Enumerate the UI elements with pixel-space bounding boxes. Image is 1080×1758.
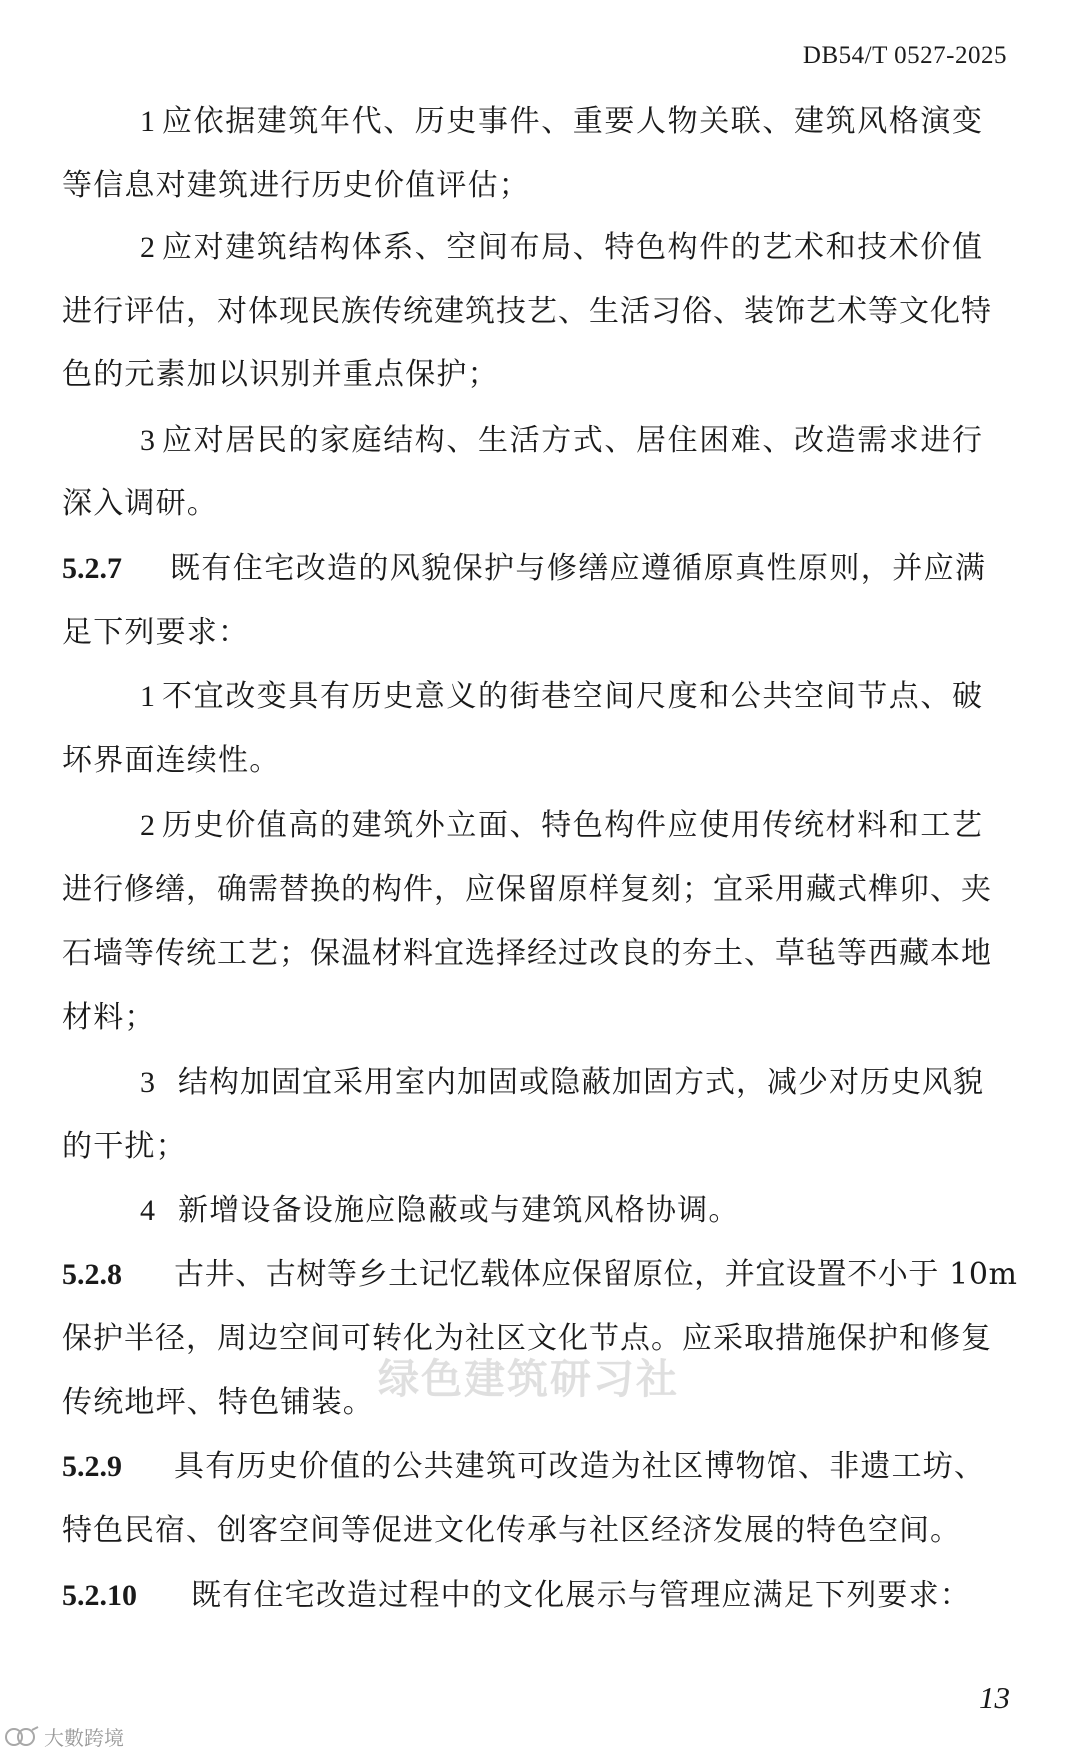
item-number: 4: [140, 1194, 155, 1227]
paragraph-line: 深入调研。: [62, 486, 218, 521]
list-item: [62, 1063, 984, 1103]
paragraph-line: 特色民宿、创客空间等促进文化传承与社区经济发展的特色空间。: [62, 1513, 961, 1548]
item-number: 1: [140, 105, 155, 138]
clause-number: 5.2.8: [62, 1258, 122, 1291]
clause: [62, 1255, 1018, 1295]
item-text: 应对建筑结构体系、空间布局、特色构件的艺术和技术价值: [162, 230, 984, 265]
clause-number: 5.2.10: [62, 1579, 137, 1612]
paragraph-line: 石墙等传统工艺；保温材料宜选择经过改良的夯土、草毡等西藏本地: [62, 936, 992, 971]
list-item: [62, 228, 984, 268]
item-number: 3: [140, 1066, 155, 1099]
footer-logo: [4, 1722, 124, 1751]
paragraph-line: 进行评估，对体现民族传统建筑技艺、生活习俗、装饰艺术等文化特: [62, 294, 992, 329]
list-item: [62, 1191, 740, 1231]
list-item: [62, 421, 984, 461]
item-text: 结构加固宜采用室内加固或隐蔽加固方式，减少对历史风貌: [178, 1065, 984, 1100]
list-item: [62, 677, 984, 717]
logo-icon: [4, 1724, 40, 1750]
paragraph-line: 进行修缮，确需替换的构件，应保留原样复刻；宜采用藏式榫卯、夹: [62, 872, 992, 907]
item-text: 历史价值高的建筑外立面、特色构件应使用传统材料和工艺: [162, 808, 984, 843]
item-text: 应对居民的家庭结构、生活方式、居住困难、改造需求进行: [162, 423, 984, 458]
footer-logo-text: 大數跨境: [44, 1726, 124, 1750]
paragraph-line: 保护半径，周边空间可转化为社区文化节点。应采取措施保护和修复: [62, 1321, 992, 1356]
clause: [62, 549, 986, 589]
clause-text: 既有住宅改造过程中的文化展示与管理应满足下列要求：: [191, 1578, 971, 1613]
item-number: 2: [140, 231, 155, 264]
item-number: 3: [140, 424, 155, 457]
page-number: 13: [979, 1680, 1010, 1715]
clause-number: 5.2.9: [62, 1450, 122, 1483]
clause: [62, 1447, 985, 1487]
paragraph-line: 色的元素加以识别并重点保护；: [62, 357, 499, 392]
paragraph-line: 的干扰；: [62, 1129, 187, 1164]
item-number: 2: [140, 809, 155, 842]
item-text: 应依据建筑年代、历史事件、重要人物关联、建筑风格演变: [162, 104, 984, 139]
clause-text: 古井、古树等乡土记忆载体应保留原位，并宜设置不小于 10m: [174, 1257, 1018, 1292]
clause-number: 5.2.7: [62, 552, 122, 585]
paragraph-line: 等信息对建筑进行历史价值评估；: [62, 168, 530, 203]
paragraph-line: 传统地坪、特色铺装。: [62, 1385, 374, 1420]
paragraph-line: 材料；: [62, 1000, 156, 1035]
item-text: 不宜改变具有历史意义的街巷空间尺度和公共空间节点、破: [162, 679, 984, 714]
list-item: [62, 806, 984, 846]
item-text: 新增设备设施应隐蔽或与建筑风格协调。: [178, 1193, 740, 1228]
clause-text: 既有住宅改造的风貌保护与修缮应遵循原真性原则，并应满: [170, 551, 987, 586]
standard-code: DB54/T 0527-2025: [802, 42, 1007, 69]
paragraph-line: 坏界面连续性。: [62, 743, 281, 778]
clause-text: 具有历史价值的公共建筑可改造为社区博物馆、非遗工坊、: [174, 1449, 986, 1484]
clause: [62, 1576, 971, 1616]
item-number: 1: [140, 680, 155, 713]
watermark-text: 绿色建筑研习社: [378, 1355, 679, 1403]
paragraph-line: 足下列要求：: [62, 615, 250, 650]
list-item: [62, 102, 984, 142]
